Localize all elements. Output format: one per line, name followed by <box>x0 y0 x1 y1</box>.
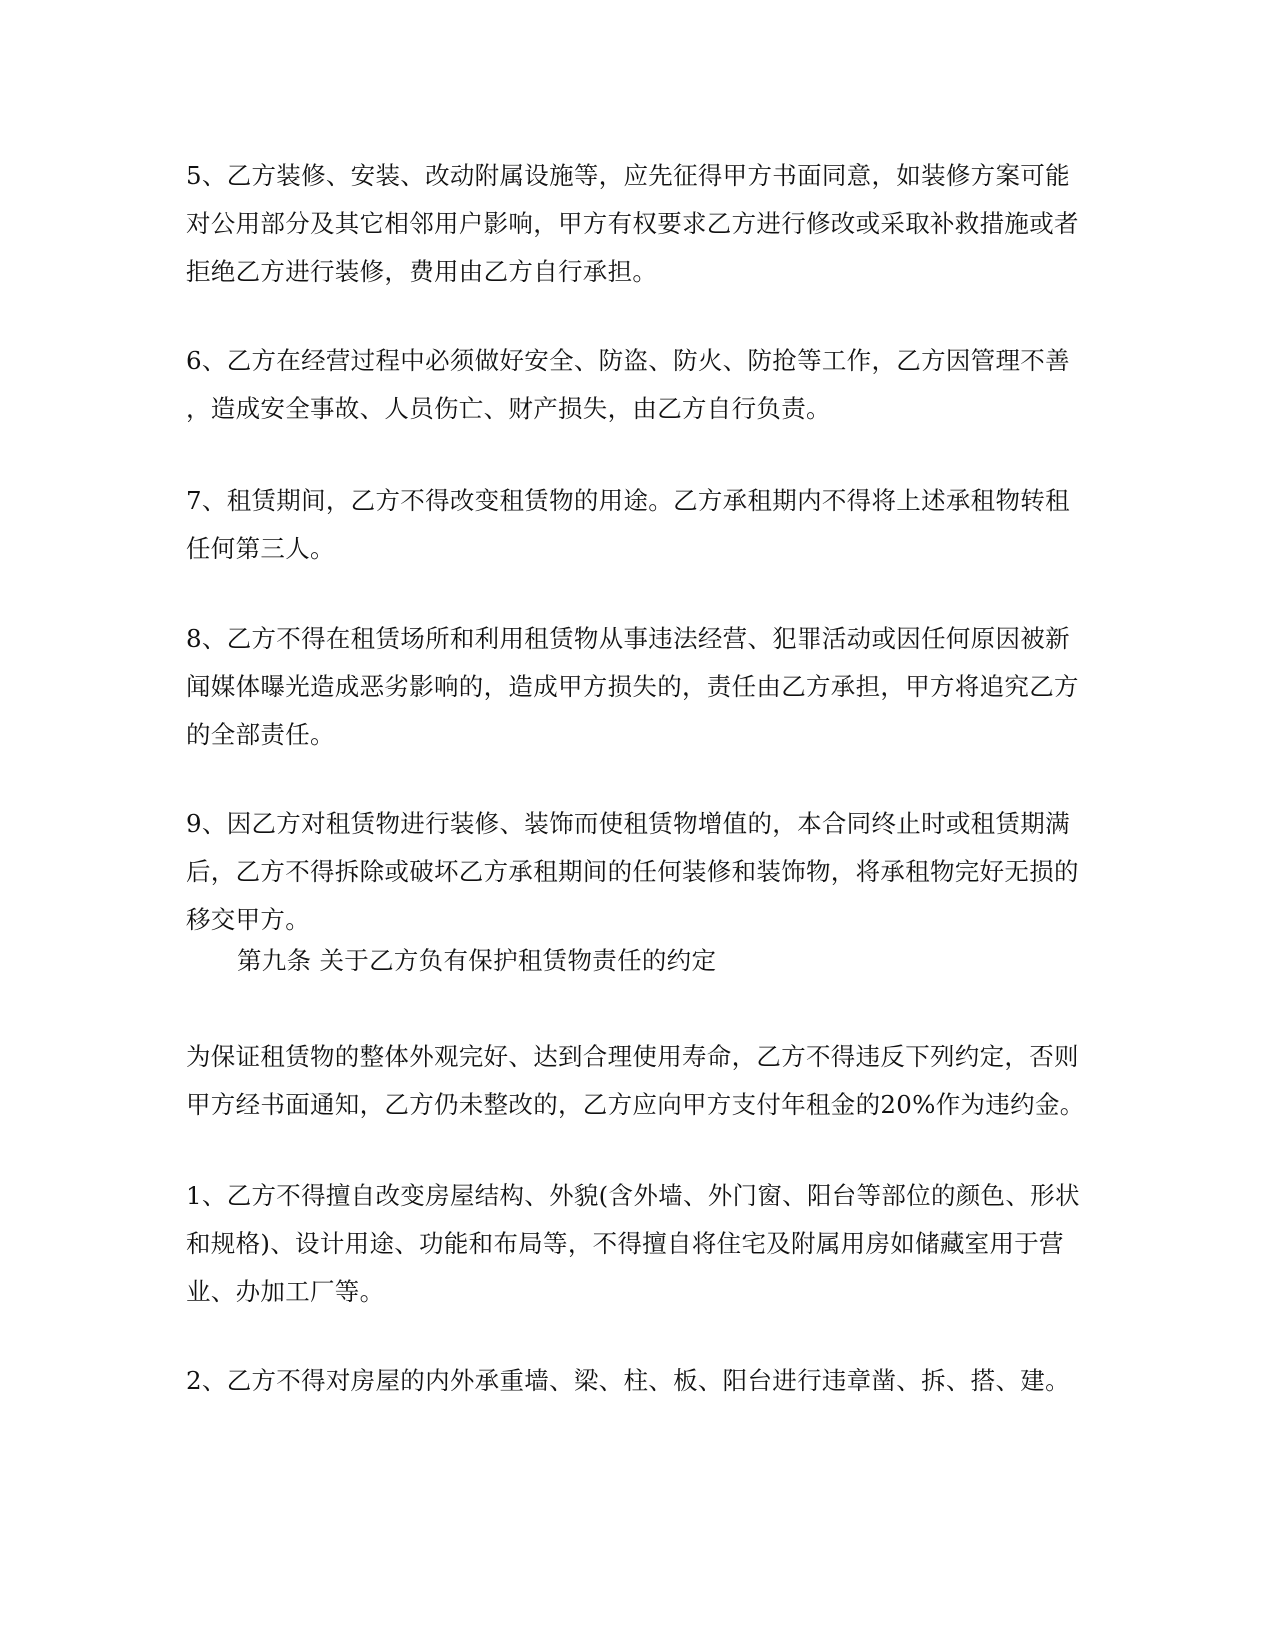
clause-line: ，造成安全事故、人员伤亡、财产损失，由乙方自行负责。 <box>186 394 831 423</box>
clause-line: 闻媒体曝光造成恶劣影响的，造成甲方损失的，责任由乙方承担，甲方将追究乙方 <box>186 672 1079 701</box>
clause-line: 拒绝乙方进行装修，费用由乙方自行承担。 <box>186 257 658 286</box>
clause-line: 和规格)、设计用途、功能和布局等，不得擅自将住宅及附属用房如储藏室用于营 <box>186 1229 1064 1258</box>
clause-line: 后，乙方不得拆除或破坏乙方承租期间的任何装修和装饰物，将承租物完好无损的 <box>186 857 1079 886</box>
clause-line: 8、乙方不得在租赁场所和利用租赁物从事违法经营、犯罪活动或因任何原因被新 <box>186 624 1070 653</box>
clause-item-9 <box>186 800 1091 944</box>
clause-line: 为保证租赁物的整体外观完好、达到合理使用寿命，乙方不得违反下列约定，否则 <box>186 1042 1079 1071</box>
clause-item-5 <box>186 152 1091 296</box>
clause-line: 业、办加工厂等。 <box>186 1277 385 1306</box>
clause-line: 甲方经书面通知，乙方仍未整改的，乙方应向甲方支付年租金的20%作为违约金。 <box>186 1090 1085 1119</box>
article-9-item-1 <box>186 1172 1091 1316</box>
clause-line: 对公用部分及其它相邻用户影响，甲方有权要求乙方进行修改或采取补救措施或者 <box>186 209 1079 238</box>
clause-line: 1、乙方不得擅自改变房屋结构、外貌(含外墙、外门窗、阳台等部位的颜色、形状 <box>186 1181 1080 1210</box>
clause-line: 任何第三人。 <box>186 534 335 563</box>
clause-item-7 <box>186 477 1091 573</box>
article-9-item-2 <box>186 1357 1091 1405</box>
clause-line: 5、乙方装修、安装、改动附属设施等，应先征得甲方书面同意，如装修方案可能 <box>186 161 1070 190</box>
clause-line: 6、乙方在经营过程中必须做好安全、防盗、防火、防抢等工作，乙方因管理不善 <box>186 346 1070 375</box>
clause-item-8 <box>186 615 1091 759</box>
article-9-heading: 第九条 关于乙方负有保护租赁物责任的约定 <box>237 946 717 975</box>
clause-line: 7、租赁期间，乙方不得改变租赁物的用途。乙方承租期内不得将上述承租物转租 <box>186 486 1070 515</box>
clause-line: 移交甲方。 <box>186 905 310 934</box>
clause-item-6 <box>186 337 1091 433</box>
clause-line: 9、因乙方对租赁物进行装修、装饰而使租赁物增值的，本合同终止时或租赁期满 <box>186 809 1070 838</box>
clause-line: 的全部责任。 <box>186 720 335 749</box>
clause-line: 2、乙方不得对房屋的内外承重墙、梁、柱、板、阳台进行违章凿、拆、搭、建。 <box>186 1366 1070 1395</box>
article-9-intro <box>186 1033 1091 1129</box>
